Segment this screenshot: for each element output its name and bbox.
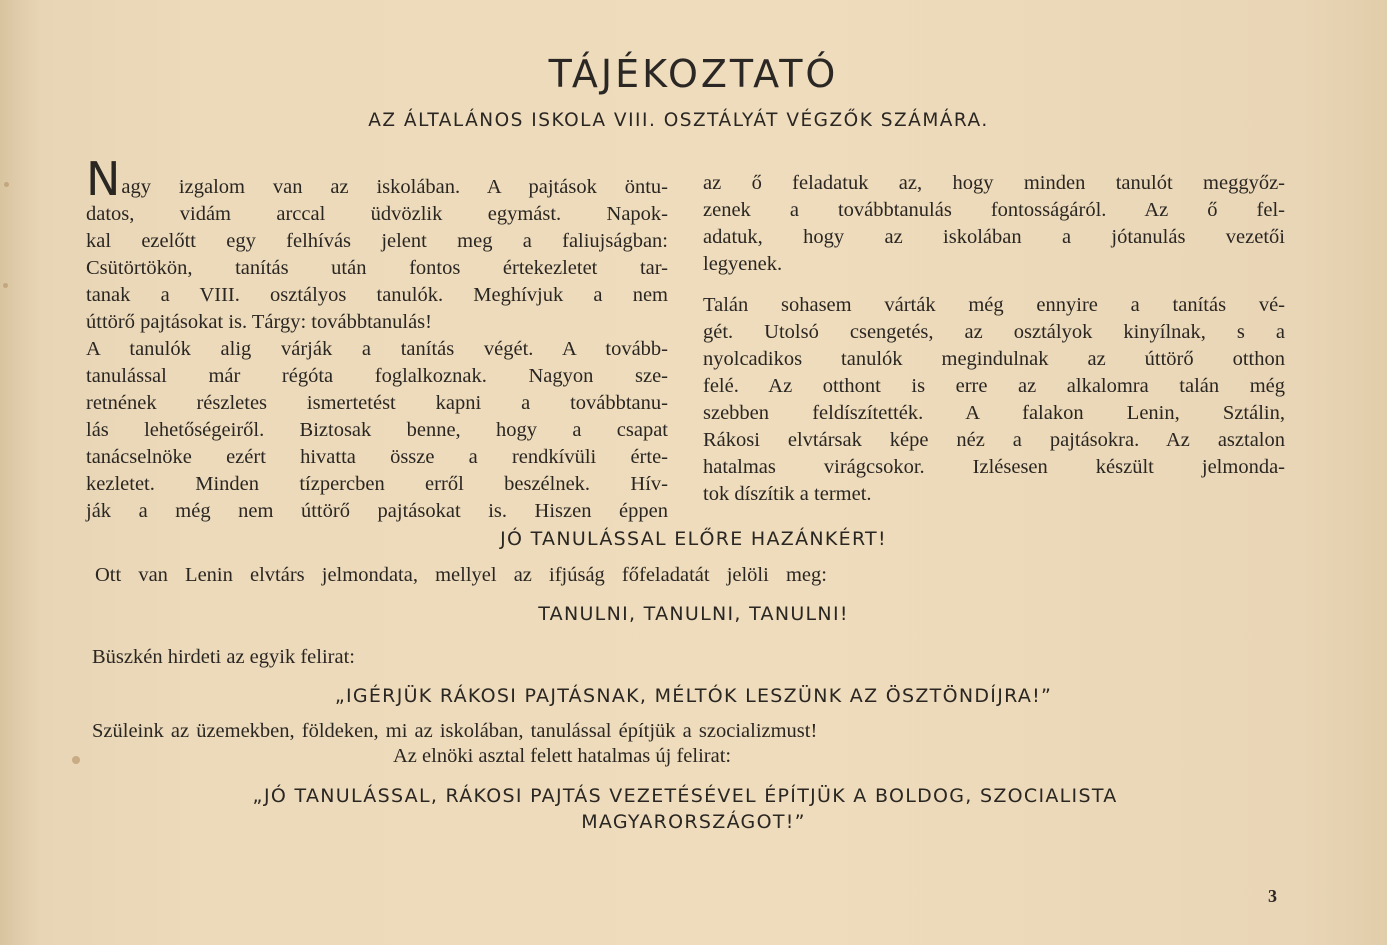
text-line: szebben feldíszítették. A falakon Lenin, Sztálin, [703, 402, 1285, 424]
text-line: datos, vidám arccal üdvözlik egymást. Napok- [86, 203, 668, 225]
text-line: Csütörtökön, tanítás után fontos értekezletet tar- [86, 257, 668, 279]
text-line: nyolcadikos tanulók megindulnak az úttörő otthon [703, 348, 1285, 370]
page-subtitle: AZ ÁLTALÁNOS ISKOLA VIII. OSZTÁLYÁT VÉGZŐK SZÁMÁRA. [368, 110, 989, 131]
paper-stain [4, 182, 9, 187]
text-line: tanulással már régóta foglalkoznak. Nagyon sze- [86, 365, 668, 387]
text-line: zenek a továbbtanulás fontosságáról. Az ő fel- [703, 199, 1285, 221]
text-line: felé. Az otthont is erre az alkalomra talán még [703, 375, 1285, 397]
text-line: Talán sohasem várták még ennyire a tanítás vé- [703, 294, 1285, 316]
page-number: 3 [1268, 886, 1277, 906]
slogan-build-line2: MAGYARORSZÁGOT!” [581, 811, 806, 833]
slogan-learn: TANULNI, TANULNI, TANULNI! [538, 603, 849, 625]
paper-stain [72, 756, 80, 764]
dropcap: N [86, 152, 121, 206]
text-line: tanácselnöke ezért hivatta össze a rendkívüli érte- [86, 446, 668, 468]
text-line: kezletet. Minden tízpercben erről beszélnek. Hív- [86, 473, 668, 495]
text-line: lás lehetőségeiről. Biztosak benne, hogy a csapat [86, 419, 668, 441]
lenin-line: Ott van Lenin elvtárs jelmondata, mellyel az ifjúság főfeladatát jelöli meg: [95, 564, 827, 586]
right-column [703, 170, 1285, 508]
page-title: TÁJÉKOZTATÓ [548, 52, 839, 96]
text-line: gét. Utolsó csengetés, az osztályok kinyílnak, s a [703, 321, 1285, 343]
parents-line: Szüleink az üzemekben, földeken, mi az iskolában, tanulással építjük a szocializmust! [92, 720, 818, 742]
text-line: Nagy izgalom van az iskolában. A pajtások öntu- [86, 152, 668, 206]
slogan-pledge: „IGÉRJÜK RÁKOSI PAJTÁSNAK, MÉLTÓK LESZÜNK AZ ÖSZTÖNDÍJRA!” [334, 685, 1053, 707]
text-line: úttörő pajtásokat is. Tárgy: továbbtanulás! [86, 311, 432, 333]
left-column [86, 152, 668, 525]
text-line: hatalmas virágcsokor. Izlésesen készült jelmonda- [703, 456, 1285, 478]
text-line: tok díszítik a termet. [703, 483, 872, 505]
text-line: tanak a VIII. osztályos tanulók. Meghívjuk a nem [86, 284, 668, 306]
proud-line: Büszkén hirdeti az egyik felirat: [92, 646, 355, 668]
text-line: retnének részletes ismertetést kapni a továbbtanu- [86, 392, 668, 414]
text-line: A tanulók alig várják a tanítás végét. A tovább- [86, 338, 668, 360]
slogan-forward: JÓ TANULÁSSAL ELŐRE HAZÁNKÉRT! [500, 528, 887, 550]
text-line: ják a még nem úttörő pajtásokat is. Hiszen éppen [86, 500, 668, 522]
paper-stain [3, 283, 8, 288]
text-line: Rákosi elvtársak képe néz a pajtásokra. Az asztalon [703, 429, 1285, 451]
table-line: Az elnöki asztal felett hatalmas új felirat: [393, 745, 732, 767]
text-line: kal ezelőtt egy felhívás jelent meg a faliujságban: [86, 230, 668, 252]
slogan-build-line1: „JÓ TANULÁSSAL, RÁKOSI PAJTÁS VEZETÉSÉVEL ÉPÍTJÜK A BOLDOG, SZOCIALISTA [252, 785, 1118, 807]
text-line: legyenek. [703, 253, 783, 275]
text-line: adatuk, hogy az iskolában a jótanulás vezetői [703, 226, 1285, 248]
text-line: az ő feladatuk az, hogy minden tanulót meggyőz- [703, 172, 1285, 194]
